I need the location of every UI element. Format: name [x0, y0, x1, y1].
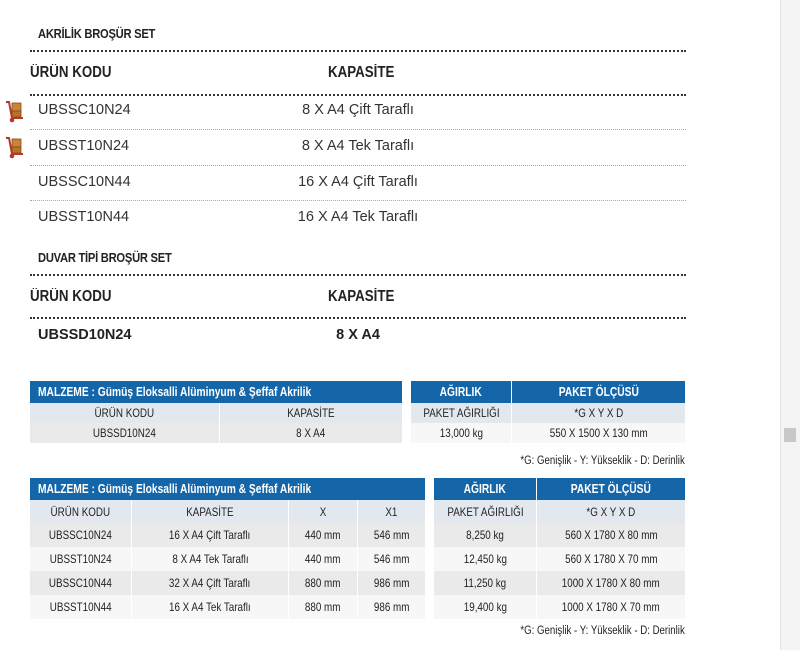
divider	[30, 317, 686, 319]
table-row: 11,250 kg 1000 X 1780 X 80 mm	[434, 571, 685, 595]
material-header: MALZEME : Gümüş Eloksalli Alüminyum & Şeffaf Akrilik	[30, 478, 425, 500]
product-capacity: 8 X A4 Çift Taraflı	[302, 102, 414, 118]
vertical-scrollbar[interactable]	[780, 0, 800, 650]
product-code: UBSSC10N44	[38, 174, 131, 190]
col-capacity: KAPASİTE	[132, 500, 289, 523]
table-row: UBSSC10N24 16 X A4 Çift Taraflı 440 mm 546 mm	[30, 523, 425, 547]
col-package-weight: PAKET AĞIRLIĞI	[434, 500, 537, 523]
row-divider	[30, 165, 686, 166]
row-divider	[30, 129, 686, 130]
col-capacity: KAPASİTE	[220, 403, 403, 423]
col-dimensions: *G X Y X D	[512, 403, 686, 423]
col-x1: X1	[358, 500, 426, 523]
dimension-note: *G: Genişlik - Y: Yükseklik - D: Derinlik	[520, 625, 685, 637]
dimension-note: *G: Genişlik - Y: Yükseklik - D: Derinlik	[520, 455, 685, 467]
hand-truck-icon[interactable]	[3, 100, 27, 124]
product-code: UBSSD10N24	[38, 327, 132, 343]
table-row: UBSST10N24 8 X A4 Tek Taraflı 440 mm 546 mm	[30, 547, 425, 571]
cell-capacity: 8 X A4	[220, 423, 403, 443]
weight-table-2	[434, 478, 685, 619]
product-code: UBSST10N24	[38, 138, 130, 154]
product-capacity: 16 X A4 Tek Taraflı	[297, 209, 419, 225]
product-code: UBSST10N44	[38, 209, 130, 225]
table-row: 19,400 kg 1000 X 1780 X 70 mm	[434, 595, 685, 619]
cell-code: UBSSD10N24	[30, 423, 220, 443]
weight-header: AĞIRLIK	[411, 381, 512, 403]
col-package-weight: PAKET AĞIRLIĞI	[411, 403, 512, 423]
package-header: PAKET ÖLÇÜSÜ	[512, 381, 686, 403]
header-capacity: KAPASİTE	[328, 288, 395, 305]
scrollbar-thumb[interactable]	[784, 428, 796, 442]
cell-weight: 13,000 kg	[411, 423, 512, 443]
divider	[30, 94, 686, 96]
weight-header: AĞIRLIK	[434, 478, 537, 500]
divider	[30, 274, 686, 276]
section-title-wall: DUVAR TİPİ BROŞÜR SET	[38, 250, 172, 265]
table-row: 8,250 kg 560 X 1780 X 80 mm	[434, 523, 685, 547]
material-header: MALZEME : Gümüş Eloksalli Alüminyum & Şeffaf Akrilik	[30, 381, 402, 403]
col-dimensions: *G X Y X D	[537, 500, 686, 523]
package-header: PAKET ÖLÇÜSÜ	[537, 478, 686, 500]
product-code: UBSSC10N24	[38, 102, 131, 118]
col-product-code: ÜRÜN KODU	[30, 403, 220, 423]
section-title-acrylic: AKRİLİK BROŞÜR SET	[38, 26, 156, 41]
header-product-code: ÜRÜN KODU	[30, 288, 112, 305]
hand-truck-icon[interactable]	[3, 136, 27, 160]
weight-table-1	[411, 381, 685, 443]
product-capacity: 16 X A4 Çift Taraflı	[298, 174, 418, 190]
product-capacity: 8 X A4 Tek Taraflı	[301, 138, 415, 154]
table-row: UBSST10N44 16 X A4 Tek Taraflı 880 mm 986 mm	[30, 595, 425, 619]
table-row: 12,450 kg 560 X 1780 X 70 mm	[434, 547, 685, 571]
col-product-code: ÜRÜN KODU	[30, 500, 132, 523]
cell-package: 550 X 1500 X 130 mm	[512, 423, 686, 443]
material-table-1	[30, 381, 402, 443]
product-capacity: 8 X A4	[336, 327, 380, 343]
divider	[30, 50, 686, 52]
header-product-code: ÜRÜN KODU	[30, 64, 112, 81]
material-table-2	[30, 478, 425, 619]
table-row: UBSSC10N44 32 X A4 Çift Taraflı 880 mm 986 mm	[30, 571, 425, 595]
header-capacity: KAPASİTE	[328, 64, 395, 81]
row-divider	[30, 200, 686, 201]
col-x: X	[289, 500, 358, 523]
